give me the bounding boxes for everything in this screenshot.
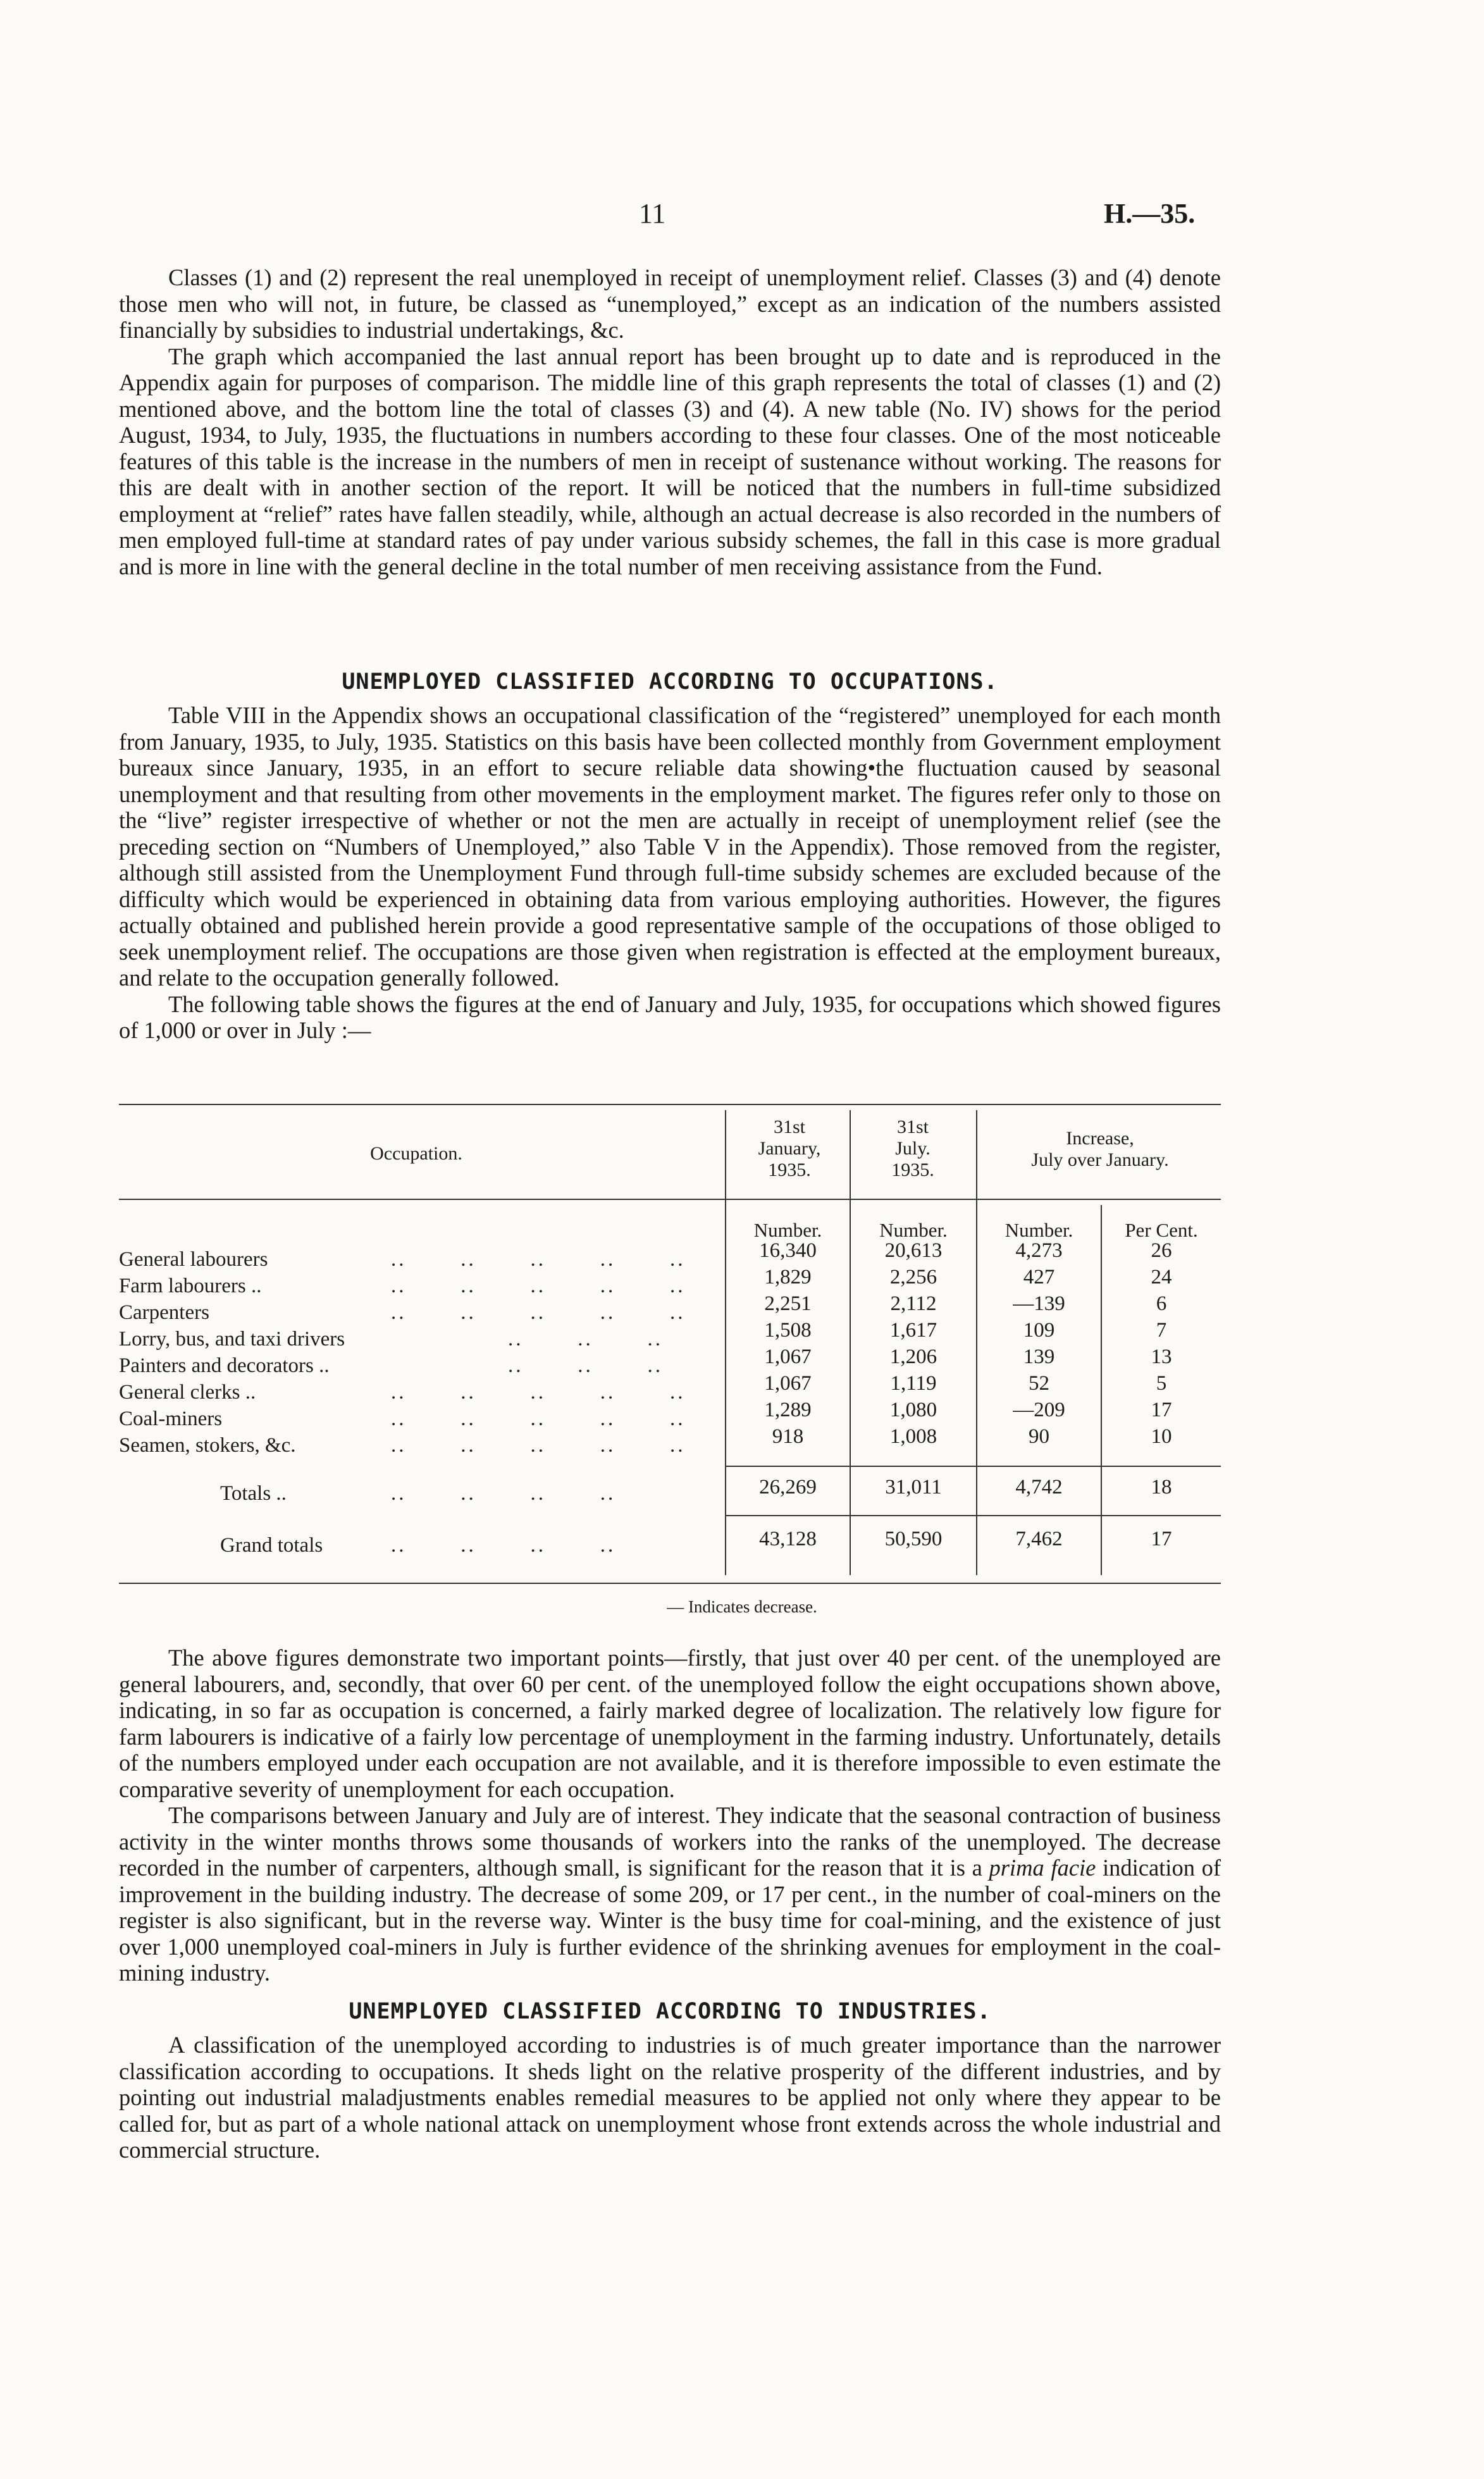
row-increase: —209	[1013, 1399, 1065, 1421]
row-jan: 16,340	[759, 1239, 817, 1262]
heading-industries: UNEMPLOYED CLASSIFIED ACCORDING TO INDUSTRIES.	[349, 1999, 991, 2024]
row-increase: 4,273	[1015, 1239, 1063, 1262]
row-jan: 1,508	[764, 1319, 812, 1342]
header-jul-line2: July.	[895, 1138, 931, 1159]
row-jan: 918	[772, 1425, 804, 1448]
row-jan: 2,251	[764, 1292, 812, 1315]
leader-dots: .. .. .. ..	[391, 1482, 616, 1505]
heading-occupations: UNEMPLOYED CLASSIFIED ACCORDING TO OCCUPATIONS.	[342, 669, 998, 695]
row-jul: 2,112	[890, 1292, 937, 1315]
row-increase: 90	[1029, 1425, 1049, 1448]
leader-dots: .. .. .. .. ..	[391, 1407, 686, 1430]
row-jan: 1,289	[764, 1399, 812, 1421]
totals-jan: 26,269	[759, 1476, 817, 1499]
paragraph-following-table: The following table shows the figures at the end of January and July, 1935, for occupations which showed figures of 1,000 or over in July :—	[119, 991, 1221, 1043]
row-occupation: General labourers	[119, 1248, 268, 1271]
occupations-section	[119, 702, 1221, 1044]
row-increase: —139	[1013, 1292, 1065, 1315]
occupation-table	[119, 1104, 1221, 1597]
row-increase: 139	[1023, 1345, 1055, 1368]
row-jul: 2,256	[889, 1266, 937, 1289]
header-jan-line1: 31st	[773, 1116, 805, 1137]
table-header-rule	[119, 1199, 1221, 1200]
totals-jul: 31,011	[885, 1476, 942, 1499]
table-vrule-1b	[725, 1477, 726, 1575]
header-occupation: Occupation.	[370, 1143, 462, 1164]
grand-totals-increase: 7,462	[1015, 1528, 1063, 1550]
totals-rule-top	[725, 1466, 1221, 1467]
row-percent: 26	[1151, 1239, 1172, 1262]
comparisons-text-b: indication of improvement in the building industry. The decrease of some 209, or 17 per cent., in the number of coal-miners on the register is also significant, but in the reverse way. Winter is the busy time for coal-mining, and the existence of just over 1,000 unemployed coal-miners in July is further evidence of the shrinking avenues for employment in the coal-mining industry.	[119, 1855, 1221, 1986]
header-jan-line2: January,	[758, 1138, 821, 1159]
document-reference: H.—35.	[1104, 198, 1196, 229]
row-percent: 13	[1151, 1345, 1172, 1368]
occupations-heading-wrap	[119, 669, 1221, 695]
header-increase-line1: Increase,	[1066, 1128, 1134, 1149]
paragraph-classes: Classes (1) and (2) represent the real unemployed in receipt of unemployment relief. Classes (3) and (4) denote those men who will not, in future, be classed as “unemployed,” except as an indication of the numbers assisted financially by subsidies to industrial undertakings, &c.	[119, 264, 1221, 343]
row-occupation: Farm labourers ..	[119, 1275, 262, 1297]
grand-totals-rule-top	[725, 1515, 1221, 1516]
table-vrule-2b	[850, 1477, 851, 1575]
row-percent: 24	[1151, 1266, 1172, 1289]
intro-section	[119, 264, 1221, 579]
header-jul-line1: 31st	[896, 1116, 929, 1137]
page-header	[0, 197, 1484, 248]
leader-dots: .. .. .. ..	[391, 1534, 616, 1557]
subheader-number-inc: Number.	[1005, 1219, 1073, 1241]
row-occupation: Lorry, bus, and taxi drivers	[119, 1328, 345, 1351]
row-occupation: General clerks ..	[119, 1381, 256, 1404]
header-jul-line3: 1935.	[891, 1159, 934, 1180]
row-jul: 20,613	[884, 1239, 943, 1262]
grand-totals-jan: 43,128	[759, 1528, 817, 1550]
row-increase: 52	[1029, 1372, 1049, 1395]
paragraph-table-viii: Table VIII in the Appendix shows an occupational classification of the “registered” unemployed for each month from January, 1935, to July, 1935. Statistics on this basis have been collected monthly from Government employment bureaux since January, 1935, in an effort to secure reliable data showing•the fluctuation caused by seasonal unemployment and that resulting from other movements in the employment market. The figures refer only to those on the “live” register irrespective of whether or not the men are actually in receipt of unemployment relief (see the preceding section on “Numbers of Unemployed,” also Table V in the Appendix). Those removed from the register, although still assisted from the Unemployment Fund through full-time subsidy schemes are excluded because of the difficulty which would be experienced in obtaining data from various employing authorities. However, the figures actually obtained and published herein provide a good representative sample of the occupations of those obliged to seek unemployment relief. The occupations are those given when registration is effected at the employment bureaux, and relate to the occupation generally followed.	[119, 702, 1221, 991]
leader-dots: .. .. .. .. ..	[391, 1248, 686, 1271]
row-percent: 7	[1156, 1319, 1167, 1342]
prima-facie-text: prima facie	[989, 1855, 1096, 1881]
table-vrule-4b	[1101, 1477, 1102, 1575]
totals-label: Totals ..	[220, 1482, 287, 1505]
leader-dots: .. .. .. .. ..	[391, 1275, 686, 1297]
paragraph-two-points: The above figures demonstrate two important points—firstly, that just over 40 per cent. of the unemployed are general labourers, and, secondly, that over 60 per cent. of the unemployed follow the eight occupations shown above, indicating, in so far as occupation is concerned, a fairly marked degree of localization. The relatively low figure for farm labourers is indicative of a fairly low percentage of unemployment in the farming industry. Unfortunately, details of the numbers employed under each occupation are not available, and it is therefore impossible to even estimate the comparative severity of unemployment for each occupation.	[119, 1645, 1221, 1802]
row-jul: 1,008	[889, 1425, 937, 1448]
analysis-section	[119, 1645, 1221, 1986]
row-occupation: Carpenters	[119, 1301, 209, 1324]
row-jan: 1,829	[764, 1266, 812, 1289]
row-occupation: Coal-miners	[119, 1407, 223, 1430]
grand-totals-label: Grand totals	[220, 1534, 323, 1557]
table-vrule-3b	[976, 1477, 977, 1575]
page-number: 11	[639, 198, 666, 229]
row-jul: 1,119	[890, 1372, 937, 1395]
paragraph-graph: The graph which accompanied the last annual report has been brought up to date and is reproduced in the Appendix again for purposes of comparison. The middle line of this graph represents the total of classes (1) and (2) mentioned above, and the bottom line the total of classes (3) and (4). A new table (No. IV) shows for the period August, 1934, to July, 1935, the fluctuations in numbers according to these four classes. One of the most noticeable features of this table is the increase in the numbers of men in receipt of sustenance without working. The reasons for this are dealt with in another section of the report. It will be noticed that the numbers in full-time subsidized employment at “relief” rates have fallen steadily, while, although an actual decrease is also recorded in the numbers of men employed full-time at standard rates of pay under various subsidy schemes, the fall in this case is more gradual and is more in line with the general decline in the total number of men receiving assistance from the Fund.	[119, 343, 1221, 579]
row-jul: 1,206	[889, 1345, 937, 1368]
leader-dots: .. .. ..	[508, 1354, 663, 1377]
grand-totals-jul: 50,590	[884, 1528, 943, 1550]
row-jan: 1,067	[764, 1372, 812, 1395]
row-percent: 6	[1156, 1292, 1167, 1315]
table-footnote: — Indicates decrease.	[667, 1597, 817, 1616]
row-percent: 17	[1151, 1399, 1172, 1421]
row-occupation: Seamen, stokers, &c.	[119, 1434, 296, 1457]
header-increase-line2: July over January.	[1031, 1149, 1169, 1170]
row-jul: 1,617	[889, 1319, 937, 1342]
industries-section	[119, 2032, 1221, 2163]
comparisons-text-a: The comparisons between January and July are of interest. They indicate that the seasonal contraction of business activity in the winter months throws some thousands of workers into the ranks of the unemployed. The decrease recorded in the number of carpenters, although small, is significant for the reason that it is a	[119, 1802, 1221, 1881]
industries-heading-wrap	[119, 1999, 1221, 2024]
subheader-number-jul: Number.	[879, 1219, 948, 1241]
leader-dots: .. .. .. .. ..	[391, 1381, 686, 1404]
table-top-rule	[119, 1104, 1221, 1105]
subheader-number-jan: Number.	[753, 1219, 822, 1241]
row-percent: 5	[1156, 1372, 1167, 1395]
row-occupation: Painters and decorators ..	[119, 1354, 330, 1377]
paragraph-industries: A classification of the unemployed according to industries is of much greater importance than the narrower classification according to occupations. It sheds light on the relative prosperity of the different industries, and by pointing out industrial maladjustments enables remedial measures to be applied not only where they appear to be called for, but as part of a whole national attack on unemployment whose front extends across the whole industrial and commercial structure.	[119, 2032, 1221, 2163]
leader-dots: .. .. .. .. ..	[391, 1434, 686, 1457]
row-jul: 1,080	[889, 1399, 937, 1421]
grand-totals-percent: 17	[1151, 1528, 1172, 1550]
paragraph-comparisons	[119, 1802, 1221, 1986]
leader-dots: .. .. ..	[508, 1328, 663, 1351]
subheader-percent: Per Cent.	[1125, 1219, 1198, 1241]
totals-increase: 4,742	[1015, 1476, 1063, 1499]
totals-percent: 18	[1151, 1476, 1172, 1499]
row-jan: 1,067	[764, 1345, 812, 1368]
leader-dots: .. .. .. .. ..	[391, 1301, 686, 1324]
row-increase: 427	[1023, 1266, 1055, 1289]
row-increase: 109	[1023, 1319, 1055, 1342]
header-jan-line3: 1935.	[768, 1159, 811, 1180]
table-bottom-rule	[119, 1583, 1221, 1584]
row-percent: 10	[1151, 1425, 1172, 1448]
